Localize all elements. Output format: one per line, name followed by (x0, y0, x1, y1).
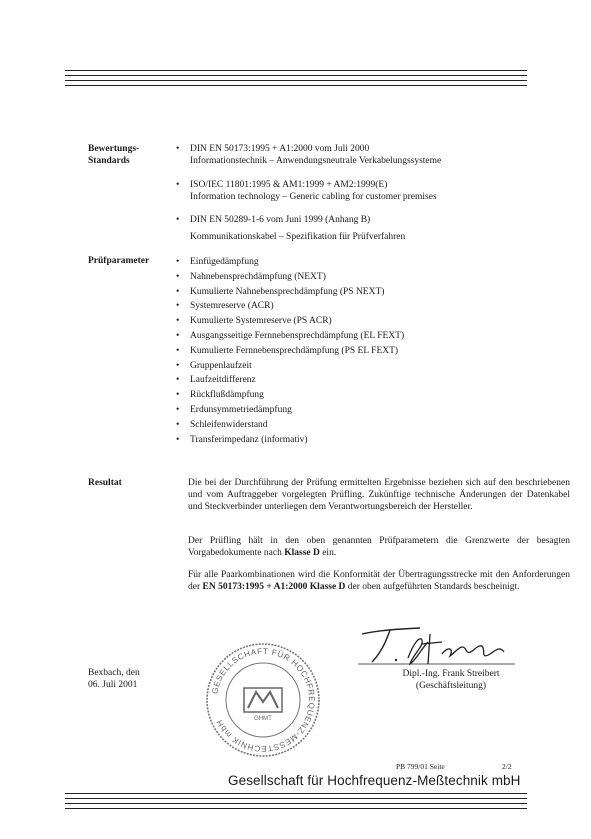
standard-desc: Kommunikationskabel – Spezifikation für Prüfverfahren (190, 232, 406, 242)
text-run: ein. (319, 548, 337, 558)
bullet-icon: • (176, 345, 180, 356)
parameter-text: Schleifenwiderstand (190, 419, 268, 430)
bullet-icon: • (176, 257, 180, 267)
parameter-text: Einfügedämpfung (190, 257, 259, 267)
bullet-icon: • (176, 419, 180, 430)
parameter-text: Gruppenlaufzeit (190, 360, 252, 371)
parameter-text: Erdunsymmetriedämpfung (190, 404, 292, 415)
bullet-icon: • (176, 144, 180, 154)
result-paragraph-1: Die bei der Durchführung der Prüfung ermittelten Ergebnisse beziehen sich auf den beschriebenen und vom Auftraggeber vorgelegten Prüfling. Zukünftige technische Änderungen der Datenkabel und Steckverbinder unterliegen dem Verantwortungsbereich der Hersteller. (188, 478, 570, 512)
parameter-item (176, 433, 570, 448)
text-bold: EN 50173:1995 + A1:2000 Klasse D (202, 582, 346, 592)
parameter-item (176, 359, 570, 374)
bullet-icon: • (176, 390, 180, 401)
bullet-icon: • (176, 286, 180, 297)
parameter-item (176, 270, 570, 285)
stamp-logo-text: GHMT (254, 716, 272, 722)
handwritten-signature (350, 620, 520, 670)
bullet-icon: • (176, 434, 180, 445)
date: 06. Juli 2001 (88, 680, 138, 690)
text-bold: Klasse D (284, 548, 320, 558)
parameter-item (176, 403, 570, 418)
parameter-text: Nahnebensprechdämpfung (NEXT) (190, 271, 326, 282)
parameter-text: Kumulierte Nahnebensprechdämpfung (PS NEXT) (190, 286, 385, 297)
parameter-item (176, 255, 570, 270)
standard-title: DIN EN 50173:1995 + A1:2000 vom Juli 2000 (190, 144, 370, 154)
parameters-label: Prüfparameter (88, 256, 150, 266)
parameter-item (176, 285, 570, 300)
place: Bexbach, den (88, 668, 140, 678)
bullet-icon: • (176, 375, 180, 386)
parameter-item (176, 418, 570, 433)
standards-list (176, 143, 570, 243)
parameter-text: Laufzeitdifferenz (190, 375, 256, 386)
text-run: Der Prüfling hält in den oben genannten Prüfparametern die Grenzwerte der besagten Vorgabedokumente nach (188, 536, 570, 558)
parameter-text: Ausgangsseitige Fernnebensprechdämpfung (EL FEXT) (190, 330, 405, 341)
bullet-icon: • (176, 404, 180, 415)
header-rules (65, 70, 527, 90)
standard-item (176, 179, 570, 203)
signatory-name: Dipl.-Ing. Frank Streibert (402, 669, 500, 679)
company-stamp (203, 640, 323, 760)
standard-item (176, 214, 570, 243)
standards-label (88, 143, 139, 167)
stamp-ring-text: GESELLSCHAFT FÜR HOCHFREQUENZ-MESSTECHNIK mbH (210, 646, 317, 754)
standard-desc: Informationstechnik – Anwendungsneutrale Verkabelungssysteme (190, 156, 442, 166)
standards-label-line2: Standards (88, 156, 130, 166)
standard-desc: Information technology – Generic cabling for customer premises (190, 192, 437, 202)
doc-reference: PB 799/01 Seite (396, 762, 445, 771)
parameters-list (176, 255, 570, 447)
parameter-text: Kumulierte Fernnebensprechdämpfung (PS EL FEXT) (190, 345, 399, 356)
company-name: Gesellschaft für Hochfrequenz-Meßtechnik mbH (228, 773, 521, 788)
footer-rules (65, 793, 527, 813)
result-paragraph-3 (188, 569, 570, 593)
parameter-item (176, 388, 570, 403)
parameter-item (176, 299, 570, 314)
parameter-text: Systemreserve (ACR) (190, 301, 274, 312)
result-paragraph-2 (188, 535, 570, 559)
signatory-block (376, 668, 526, 692)
parameter-text: Transferimpedanz (informativ) (190, 434, 308, 445)
bullet-icon: • (176, 271, 180, 282)
bullet-icon: • (176, 316, 180, 327)
parameter-item (176, 329, 570, 344)
bullet-icon: • (176, 215, 180, 225)
page-number: 2/2 (502, 762, 512, 771)
text-run: der oben aufgeführten Standards bescheinigt. (345, 582, 520, 592)
standard-item (176, 143, 570, 167)
bullet-icon: • (176, 360, 180, 371)
text-run: Für alle Paarkombinationen wird die Konformität der Übertragungsstrecke mit den Anforderungen der (188, 570, 570, 592)
parameter-text: Kumulierte Systemreserve (PS ACR) (190, 316, 332, 327)
standard-title: DIN EN 50289-1-6 vom Juni 1999 (Anhang B) (190, 215, 371, 225)
parameter-item (176, 373, 570, 388)
bullet-icon: • (176, 301, 180, 312)
standard-title: ISO/IEC 11801:1995 & AM1:1999 + AM2:1999(E) (190, 180, 388, 190)
bullet-icon: • (176, 180, 180, 190)
parameter-item (176, 314, 570, 329)
standards-label-line1: Bewertungs- (88, 144, 140, 154)
ghmt-logo-icon (244, 688, 282, 722)
signatory-role: (Geschäftsleitung) (415, 681, 487, 691)
bullet-icon: • (176, 330, 180, 341)
place-date (88, 667, 140, 691)
parameter-text: Rückflußdämpfung (190, 390, 264, 401)
result-label: Resultat (88, 478, 122, 488)
parameter-item (176, 344, 570, 359)
